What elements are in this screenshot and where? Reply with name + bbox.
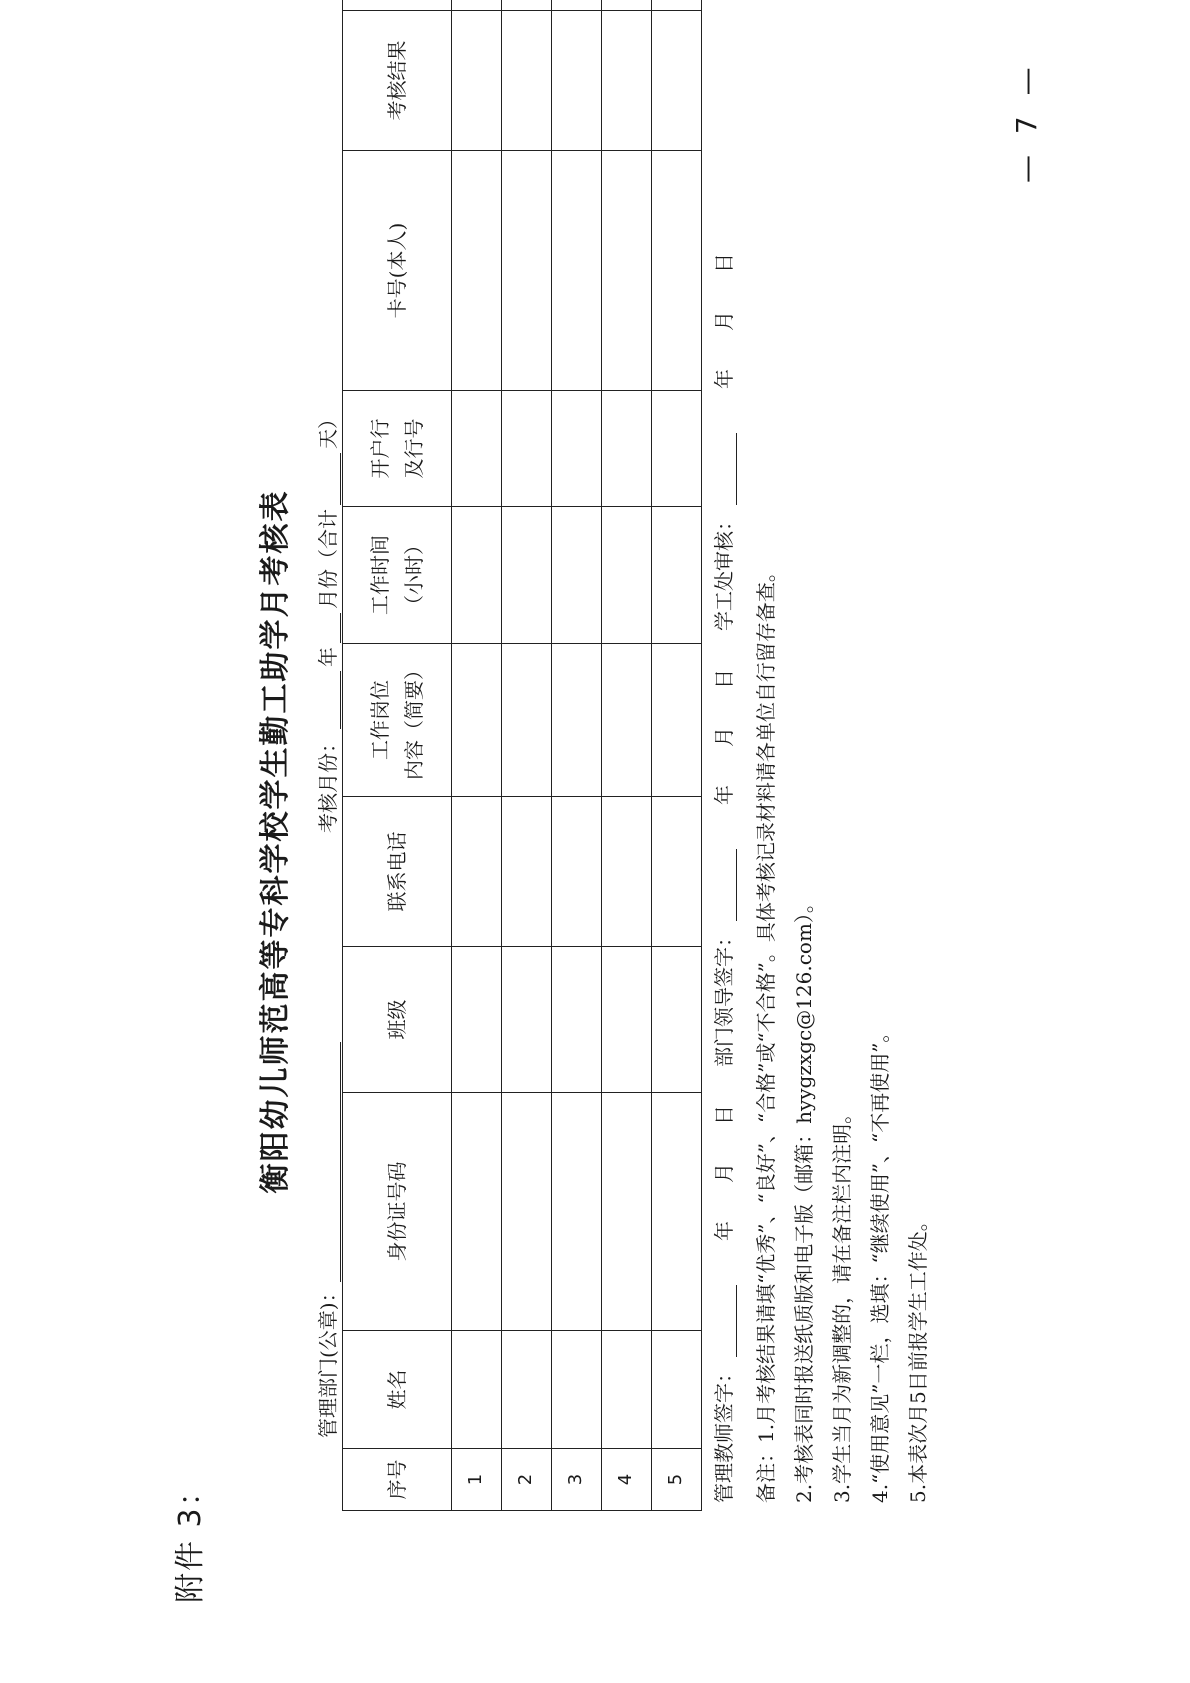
table-cell[interactable] <box>602 507 652 644</box>
note-item: 2.考核表同时报送纸质版和电子版（邮箱：hyygzxgc@126.com）。 <box>792 893 816 1503</box>
table-cell[interactable] <box>452 391 502 507</box>
teacher-signature: 管理教师签字：年月日 <box>712 1105 736 1503</box>
table-cell[interactable] <box>602 0 652 11</box>
table-cell[interactable] <box>452 644 502 797</box>
table-cell[interactable] <box>602 391 652 507</box>
table-cell[interactable] <box>452 0 502 11</box>
day-unit: 天） <box>316 409 340 449</box>
table-cell[interactable] <box>652 1331 702 1449</box>
table-cell[interactable] <box>552 11 602 151</box>
leader-signature: 部门领导签字：年月日 <box>712 669 736 1067</box>
col-header-class: 班级 <box>343 947 452 1093</box>
leader-sign-label: 部门领导签字： <box>712 927 736 1067</box>
table-cell[interactable] <box>502 947 552 1093</box>
table-cell[interactable] <box>552 797 602 947</box>
table-cell[interactable] <box>602 644 652 797</box>
table-cell[interactable] <box>652 644 702 797</box>
table-cell[interactable] <box>502 11 552 151</box>
table-row <box>652 0 702 1511</box>
table-cell[interactable] <box>652 151 702 391</box>
table-cell[interactable] <box>602 797 652 947</box>
table-cell[interactable] <box>652 0 702 11</box>
dept-blank <box>340 1042 341 1282</box>
table-cell[interactable] <box>452 1331 502 1449</box>
table-cell[interactable] <box>502 797 552 947</box>
table-cell[interactable] <box>652 1093 702 1331</box>
table-cell[interactable] <box>602 1331 652 1449</box>
table-row <box>452 0 502 1511</box>
dept-line <box>312 1042 341 1438</box>
table-cell[interactable] <box>502 507 552 644</box>
col-header-hours: 工作时间 （小时） <box>343 507 452 644</box>
col-header-opinion <box>343 0 452 11</box>
table-cell[interactable] <box>652 391 702 507</box>
table-cell[interactable] <box>452 1093 502 1331</box>
table-cell[interactable] <box>502 1331 552 1449</box>
table-cell[interactable] <box>452 947 502 1093</box>
table-cell[interactable] <box>452 507 502 644</box>
table-cell[interactable] <box>602 151 652 391</box>
assessment-table <box>342 0 702 1511</box>
col-header-job: 工作岗位 内容（简要） <box>343 644 452 797</box>
table-cell[interactable] <box>502 151 552 391</box>
dept-label: 管理部门(公章)： <box>316 1282 340 1438</box>
table-cell[interactable] <box>652 507 702 644</box>
form-title: 衡阳幼儿师范高等专科学校学生勤工助学月考核表 <box>258 489 293 1194</box>
table-cell[interactable] <box>602 1093 652 1331</box>
table-cell[interactable] <box>552 151 602 391</box>
note-item: 4.“使用意见”一栏，选填：“继续使用”、“不再使用”。 <box>868 1022 892 1503</box>
attachment-label: 附件 3： <box>173 1474 208 1603</box>
table-cell[interactable] <box>552 0 602 11</box>
office-review: 学工处审核：年月日 <box>712 253 736 631</box>
month-label: 考核月份： <box>316 733 340 833</box>
note-item: 3.学生当月为新调整的，请在备注栏内注明。 <box>830 1103 854 1503</box>
table-cell[interactable] <box>552 507 602 644</box>
table-cell[interactable] <box>552 1331 602 1449</box>
table-cell[interactable] <box>502 391 552 507</box>
col-header-bank: 开户行 及行号 <box>343 391 452 507</box>
table-cell[interactable] <box>552 1093 602 1331</box>
table-cell[interactable] <box>652 797 702 947</box>
year-unit: 年 <box>316 647 340 667</box>
row-number: 5 <box>652 1449 702 1511</box>
month-line <box>312 409 341 833</box>
header-row <box>343 0 452 1511</box>
table-cell[interactable] <box>552 391 602 507</box>
table-cell[interactable] <box>452 797 502 947</box>
col-header-id-number: 身份证号码 <box>343 1093 452 1331</box>
note-item: 备注：1.月考核结果请填“优秀”、“良好”、“合格”或“不合格”。具体考核记录材料请各单位自行留存备查。 <box>754 562 778 1503</box>
page-number: — 7 — <box>1010 61 1043 183</box>
days-blank <box>340 453 341 505</box>
table-cell[interactable] <box>552 947 602 1093</box>
teacher-sign-label: 管理教师签字： <box>712 1363 736 1503</box>
table-row <box>502 0 552 1511</box>
col-header-name: 姓名 <box>343 1331 452 1449</box>
table-cell[interactable] <box>652 11 702 151</box>
table-cell[interactable] <box>552 644 602 797</box>
signature-line <box>708 253 737 1503</box>
month-unit: 月份（合计 <box>316 509 340 609</box>
table-row <box>602 0 652 1511</box>
year-blank <box>340 671 341 729</box>
col-header-card: 卡号(本人) <box>343 151 452 391</box>
table-cell[interactable] <box>502 1093 552 1331</box>
table-cell[interactable] <box>452 151 502 391</box>
table-cell[interactable] <box>502 644 552 797</box>
col-header-seq: 序号 <box>343 1449 452 1511</box>
table-cell[interactable] <box>452 11 502 151</box>
row-number: 1 <box>452 1449 502 1511</box>
note-item: 5.本表次月5日前报学生工作处。 <box>906 1211 930 1503</box>
month-blank <box>340 613 341 643</box>
col-header-result: 考核结果 <box>343 11 452 151</box>
row-number: 4 <box>602 1449 652 1511</box>
table-cell[interactable] <box>652 947 702 1093</box>
row-number: 2 <box>502 1449 552 1511</box>
table-cell[interactable] <box>602 11 652 151</box>
office-review-label: 学工处审核： <box>712 511 736 631</box>
col-header-phone: 联系电话 <box>343 797 452 947</box>
table-cell[interactable] <box>602 947 652 1093</box>
row-number: 3 <box>552 1449 602 1511</box>
table-row <box>552 0 602 1511</box>
table-cell[interactable] <box>502 0 552 11</box>
